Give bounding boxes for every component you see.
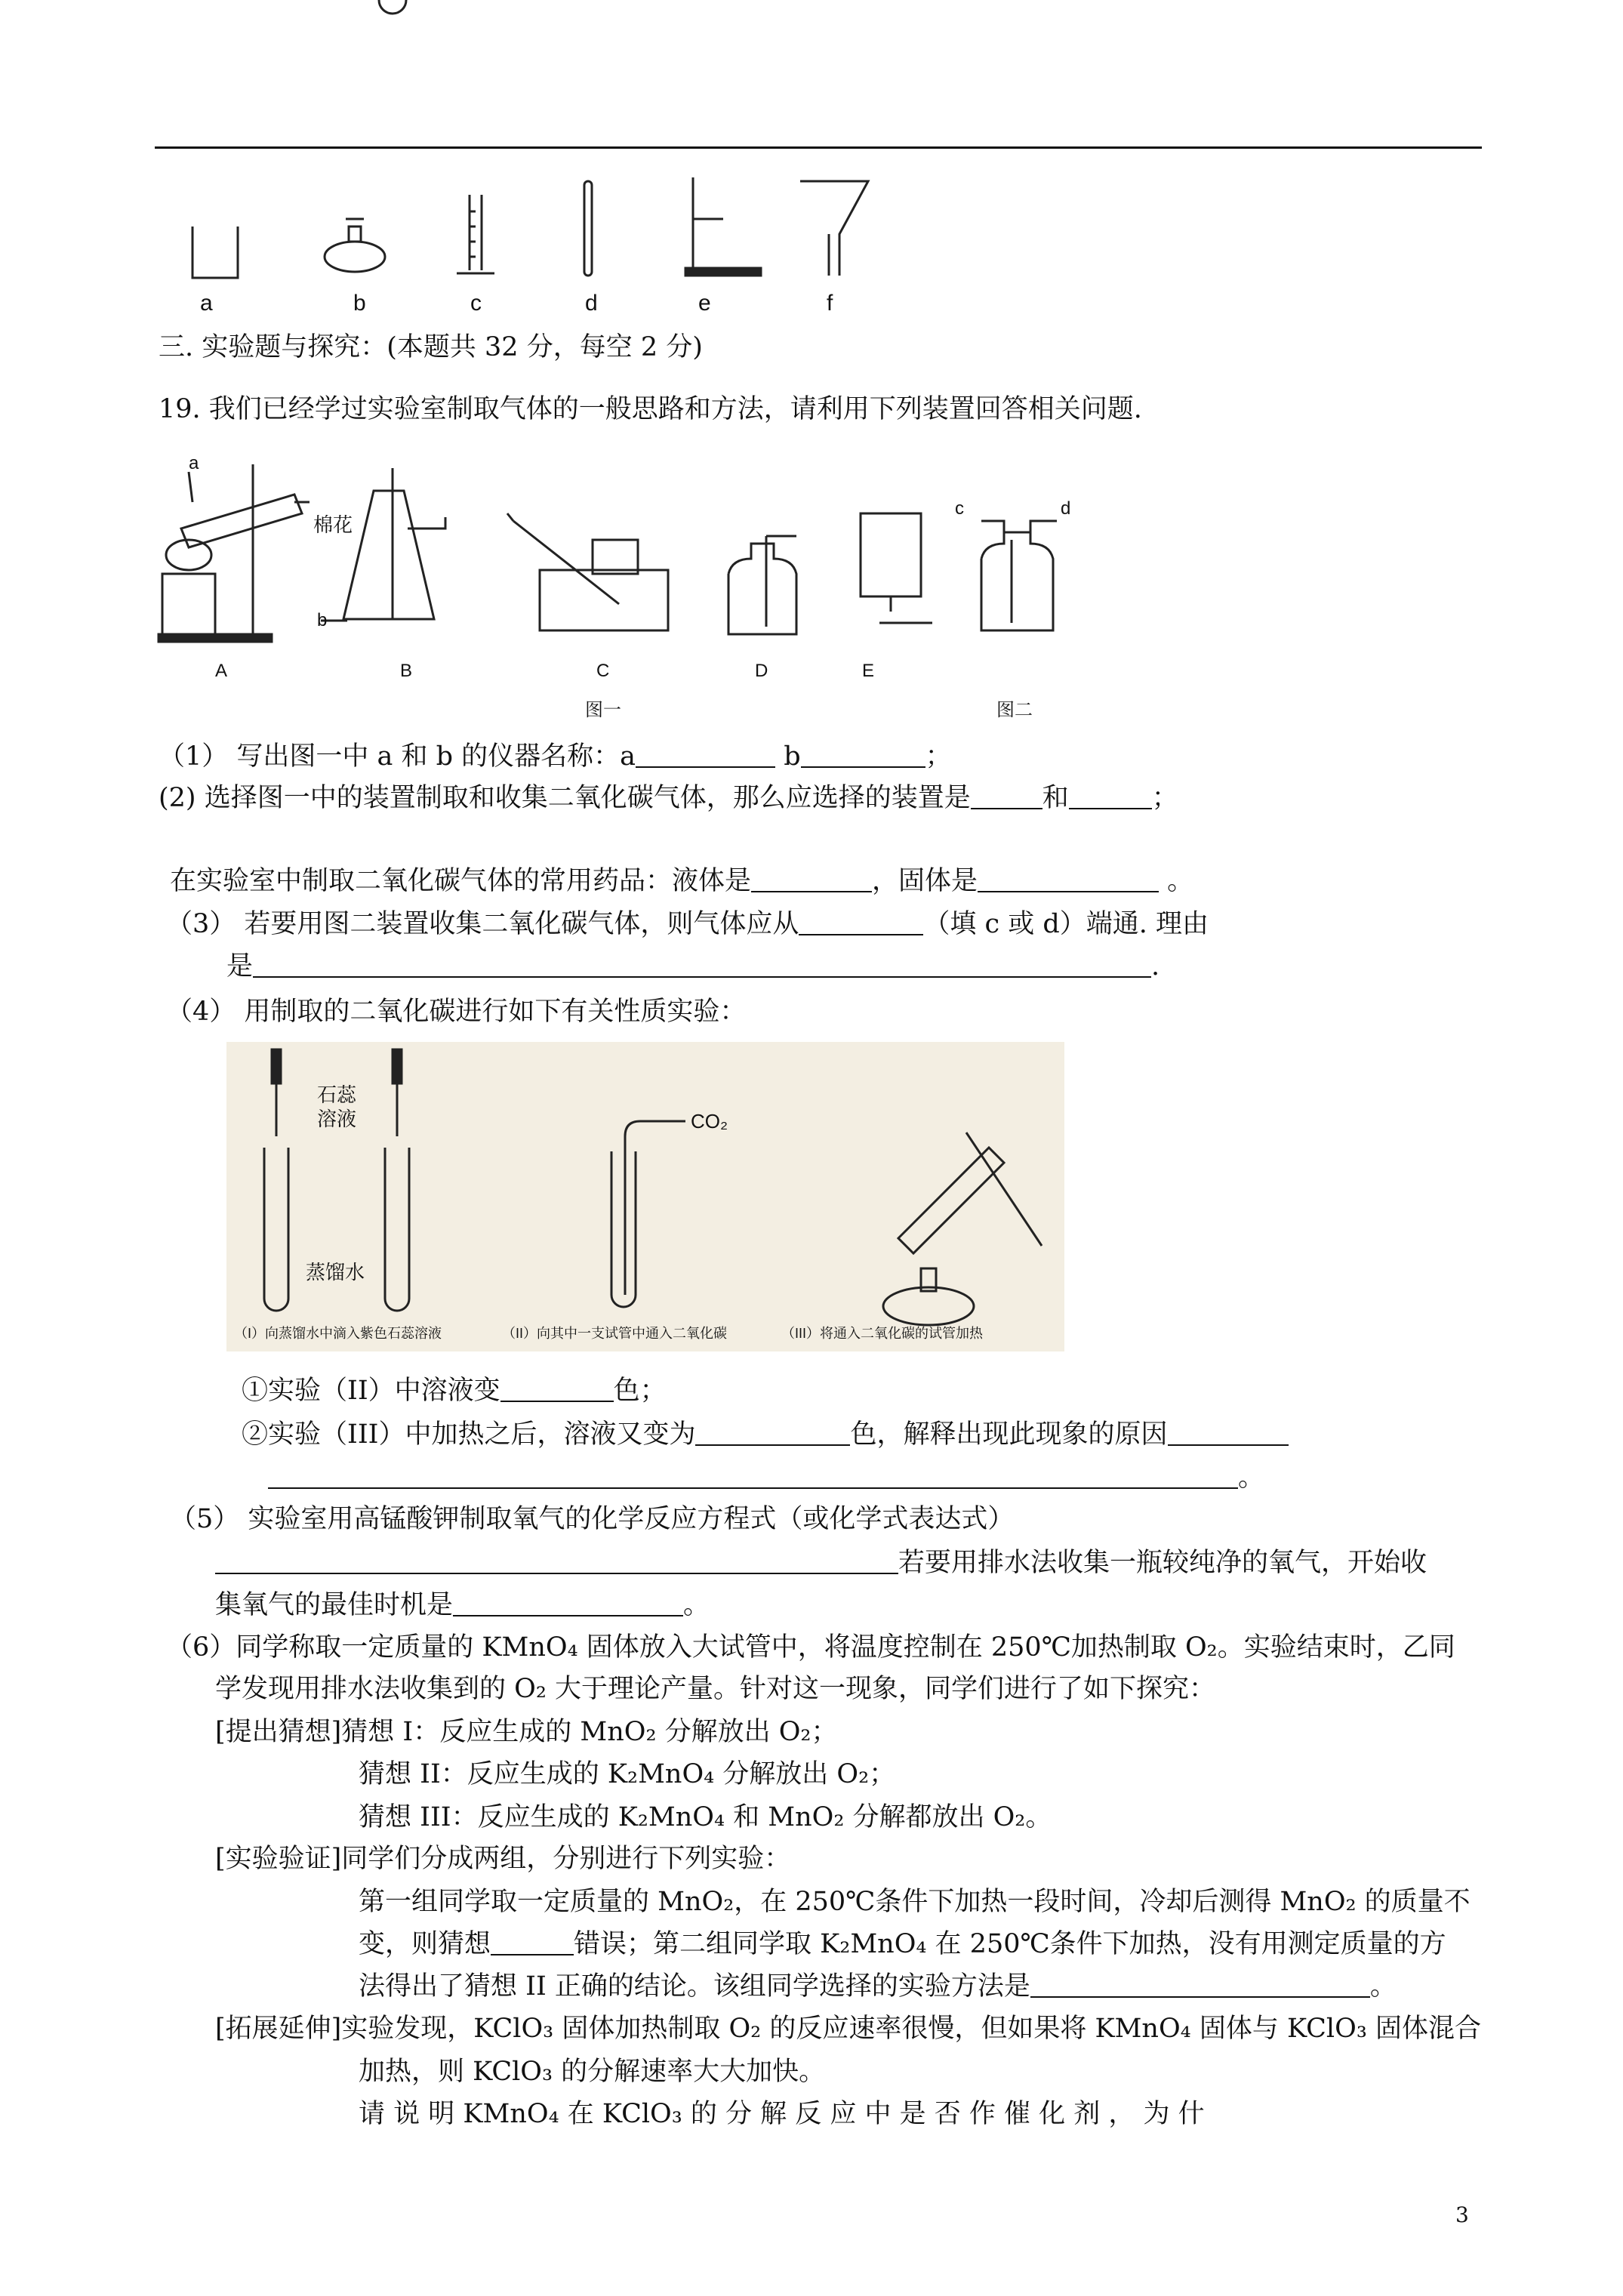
water-label: 蒸馏水	[306, 1261, 365, 1284]
fig1-caption: 图一	[585, 700, 621, 720]
part6-8-text: 变，则猜想	[359, 1929, 491, 1959]
part2-text: (2) 选择图一中的装置制取和收集二氧化碳气体，那么应选择的装置是	[159, 783, 971, 813]
part5-line3	[215, 1589, 710, 1622]
part1-text: （1） 写出图一中 a 和 b 的仪器名称：a	[159, 741, 636, 772]
test-tube-co2-icon	[611, 1151, 636, 1307]
co2-inlet-tube	[625, 1121, 685, 1136]
part6-line8	[359, 1928, 1446, 1961]
part1-b-text: b	[784, 741, 801, 772]
part6-line6: [实验验证]同学们分成两组，分别进行下列实验：	[215, 1844, 791, 1874]
fig1-letter-c: C	[596, 661, 610, 681]
part4-2-text: ②实验（III）中加热之后，溶液又变为	[242, 1419, 696, 1450]
part4-1-line	[242, 1374, 667, 1407]
fig1-letter-d: D	[755, 661, 768, 681]
apparatus-label-c: c	[470, 291, 482, 316]
fig2-caption: 图二	[996, 700, 1033, 720]
heating-setup-icon	[883, 1133, 1042, 1325]
part2b-end: 。	[1167, 866, 1194, 896]
part6-8-mid: 错误；第二组同学取 K₂MnO₄ 在 250℃条件下加热，没有用测定质量的方	[574, 1929, 1446, 1959]
part3-text: （3） 若要用图二装置收集二氧化碳气体，则气体应从	[166, 909, 799, 939]
part2b-text: 在实验室中制取二氧化碳气体的常用药品：液体是	[170, 866, 752, 896]
answer-blank-cause1[interactable]	[1168, 1422, 1289, 1446]
part6-line4: 猜想 II：反应生成的 K₂MnO₄ 分解放出 O₂；	[359, 1759, 896, 1789]
part2b-mid: ，固体是	[872, 866, 978, 896]
fig1-letter-b: B	[400, 661, 413, 681]
part5-line: （5） 实验室用高锰酸钾制取氧气的化学反应方程式（或化学式表达式）	[170, 1504, 1015, 1534]
part1-end: ；	[925, 741, 952, 772]
dropper-left-icon	[272, 1049, 281, 1136]
fig1-cotton-label: 棉花	[313, 513, 353, 536]
part6-line11: 加热，则 KClO₃ 的分解速率大大加快。	[359, 2057, 826, 2087]
apparatus-label-d: d	[585, 291, 598, 316]
section-heading: 三. 实验题与探究：(本题共 32 分，每空 2 分)	[159, 332, 703, 362]
apparatus-label-e: e	[698, 291, 711, 316]
fig1-a-label: a	[189, 453, 199, 473]
answer-blank-hypothesis[interactable]	[491, 1931, 574, 1955]
part4-2-end: 。	[1238, 1462, 1265, 1493]
co2-label: CO₂	[691, 1110, 728, 1133]
part6-line2: 学发现用排水法收集到的 O₂ 大于理论产量。针对这一现象，同学们进行了如下探究：	[215, 1674, 1215, 1704]
apparatus-label-a: a	[200, 291, 213, 316]
test-tube-left-icon	[264, 1148, 288, 1311]
part3-shi: 是	[226, 951, 254, 982]
answer-blank-cause2[interactable]	[268, 1465, 1238, 1489]
fig2-d-label: d	[1061, 498, 1071, 519]
answer-blank-timing[interactable]	[453, 1592, 683, 1616]
part2-and: 和	[1042, 783, 1069, 813]
test-tube-right-icon	[385, 1148, 409, 1311]
answer-blank-color2[interactable]	[695, 1422, 850, 1446]
part3-mid: （填 c 或 d）端通. 理由	[923, 909, 1209, 939]
litmus-label-1: 石蕊	[317, 1083, 357, 1106]
part6-line7: 第一组同学取一定质量的 MnO₂，在 250℃条件下加热一段时间，冷却后测得 MnO₂ 的质量不	[359, 1887, 1471, 1917]
part6-9-text: 法得出了猜想 II 正确的结论。该组同学选择的实验方法是	[359, 1971, 1030, 2002]
fig3-caption-1: （I）向蒸馏水中滴入紫色石蕊溶液	[234, 1326, 442, 1341]
part6-line5: 猜想 III：反应生成的 K₂MnO₄ 和 MnO₂ 分解都放出 O₂。	[359, 1802, 1052, 1832]
part5-b-text: 若要用排水法收集一瓶较纯净的氧气，开始收	[898, 1548, 1427, 1578]
part4-2-line2	[268, 1461, 1264, 1494]
question-stem: 19. 我们已经学过实验室制取气体的一般思路和方法，请利用下列装置回答相关问题.	[159, 394, 1142, 424]
litmus-label-2: 溶液	[317, 1108, 357, 1130]
part5-c-text: 集氧气的最佳时机是	[215, 1590, 454, 1620]
part2-end: ；	[1151, 783, 1178, 813]
answer-blank-method[interactable]	[1030, 1974, 1370, 1998]
part6-line3: [提出猜想]猜想 I：反应生成的 MnO₂ 分解放出 O₂；	[215, 1717, 838, 1747]
fig2-c-label: c	[955, 498, 964, 519]
fig1-b-label: b	[317, 610, 328, 630]
answer-blank-color1[interactable]	[500, 1378, 614, 1402]
part4-line: （4） 用制取的二氧化碳进行如下有关性质实验：	[166, 997, 747, 1027]
part4-1-text: ①实验（II）中溶液变	[242, 1376, 500, 1406]
part4-2-line	[242, 1418, 1289, 1451]
fig1-letter-a: A	[215, 661, 228, 681]
apparatus-label-f: f	[827, 291, 833, 316]
part4-1-end: 色；	[613, 1376, 667, 1406]
dropper-right-icon	[393, 1049, 402, 1136]
part6-9-end: 。	[1369, 1971, 1397, 2002]
part5-line2	[215, 1546, 1427, 1579]
part6-line1: （6）同学称取一定质量的 KMnO₄ 固体放入大试管中，将温度控制在 250℃加热制取 O₂。实验结束时，乙同	[166, 1632, 1455, 1663]
answer-blank-equation[interactable]	[215, 1550, 898, 1574]
fig1-letter-e: E	[862, 661, 875, 681]
part4-2-mid: 色，解释出现此现象的原因	[850, 1419, 1168, 1450]
part6-line9	[359, 1970, 1397, 2003]
part6-line12: 请 说 明 KMnO₄ 在 KClO₃ 的 分 解 反 应 中 是 否 作 催 化 剂 ， 为 什	[359, 2099, 1205, 2129]
part5-end: 。	[683, 1590, 710, 1620]
fig3-caption-2: （II）向其中一支试管中通入二氧化碳	[502, 1326, 728, 1341]
part3-end: .	[1151, 951, 1160, 982]
fig3-caption-3: （III）将通入二氧化碳的试管加热	[781, 1326, 984, 1341]
page-number: 3	[1455, 2202, 1469, 2227]
apparatus-label-b: b	[353, 291, 366, 316]
part6-line10: [拓展延伸]实验发现，KClO₃ 固体加热制取 O₂ 的反应速率很慢，但如果将 KMnO₄ 固体与 KClO₃ 固体混合	[215, 2014, 1481, 2044]
